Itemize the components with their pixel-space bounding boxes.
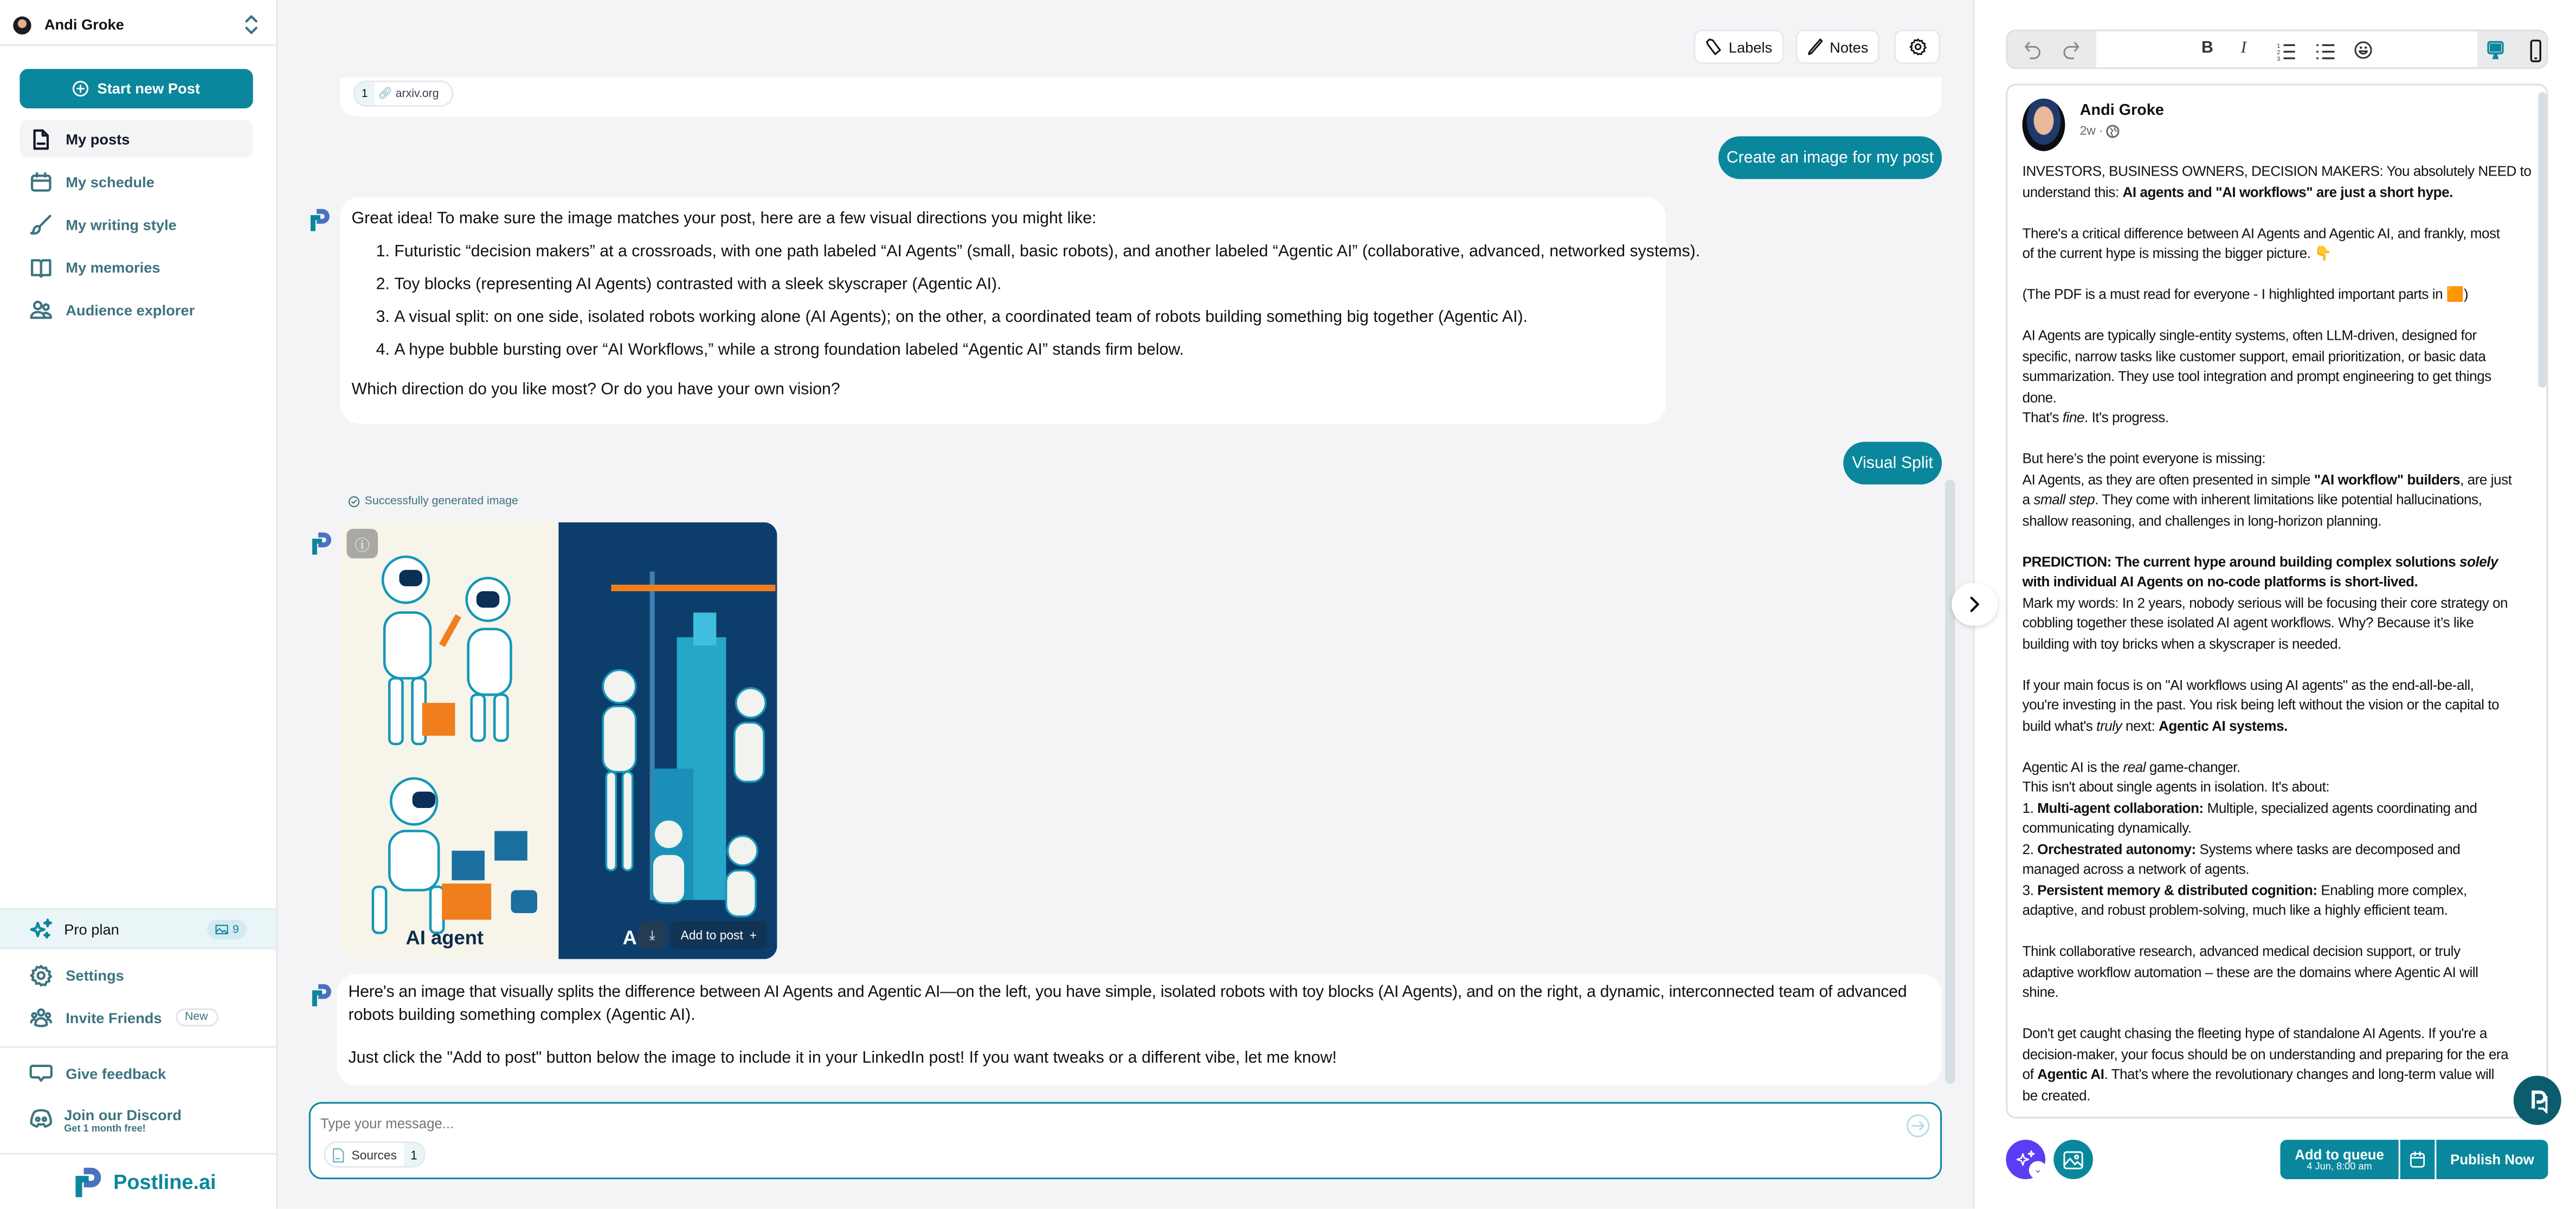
post-text-segment: communicating dynamically. <box>2022 819 2192 836</box>
post-text-segment: Systems where tasks are decomposed and <box>2195 840 2461 857</box>
post-text-segment: shine. <box>2022 984 2059 1000</box>
sparkles-icon <box>30 918 53 941</box>
post-text-segment: small step <box>2033 491 2095 508</box>
post-line <box>2023 408 2532 428</box>
schedule-button[interactable] <box>2400 1140 2435 1179</box>
post-text-segment: Enabling more complex, <box>2317 881 2467 898</box>
assistant-avatar-icon <box>312 984 332 1006</box>
post-text-segment: Persistent memory & distributed cognition: <box>2037 881 2317 898</box>
sources-count: 1 <box>404 1143 424 1166</box>
new-badge: New <box>175 1008 218 1026</box>
sidebar-item-settings[interactable] <box>20 956 253 994</box>
post-text-segment: adaptive workflow automation – these are the domains where Agentic AI will <box>2022 963 2478 980</box>
add-to-post-label: Add to post <box>680 928 743 943</box>
gear-icon <box>30 963 53 986</box>
post-line <box>2023 325 2532 346</box>
sidebar-item-label: My memories <box>66 258 160 275</box>
post-line <box>2023 1085 2532 1105</box>
visual-options-list <box>352 236 1701 367</box>
sidebar-item-label: Give feedback <box>66 1065 166 1082</box>
user-message: Create an image for my post <box>1718 137 1942 179</box>
post-text-segment: Orchestrated autonomy: <box>2037 840 2196 857</box>
post-text-segment: This isn't about single agents in isolation. It's about: <box>2022 778 2330 795</box>
sidebar-item-label: Settings <box>66 966 124 983</box>
labels-label: Labels <box>1728 38 1773 55</box>
redo-icon[interactable] <box>2062 41 2079 61</box>
post-text-segment: with individual AI Agents on no-code platforms is short-lived. <box>2022 573 2418 590</box>
add-image-button[interactable] <box>2053 1140 2093 1179</box>
check-circle-icon <box>348 496 359 507</box>
chevron-down-icon[interactable]: ⌄ <box>2029 1161 2047 1179</box>
generated-image[interactable] <box>340 522 777 959</box>
post-text-segment: you're investing in the past. You risk being left without the vision or the capital to <box>2022 696 2500 713</box>
post-text-segment: That's <box>2022 409 2063 425</box>
sidebar-item-label: My posts <box>66 130 130 147</box>
post-line <box>2023 223 2532 243</box>
post-body[interactable] <box>2023 161 2532 1105</box>
plus-circle-icon <box>73 80 89 96</box>
post-text-segment: AI agents and "AI workflows" are just a short hype. <box>2122 183 2453 200</box>
editor-toolbar <box>2006 30 2548 69</box>
post-line <box>2023 1064 2532 1085</box>
assistant-avatar-icon <box>311 209 330 231</box>
sidebar-item-my-posts[interactable] <box>20 120 253 158</box>
start-new-post-button[interactable] <box>20 69 253 108</box>
publish-now-button[interactable] <box>2436 1140 2548 1179</box>
post-text-segment: solely <box>2459 552 2498 570</box>
image-info-button[interactable]: ⓘ <box>346 529 378 559</box>
user-name: Andi Groke <box>44 16 124 33</box>
message-composer <box>309 1102 1942 1179</box>
post-text-segment: "AI workflow" builders <box>2314 470 2461 487</box>
post-line <box>2023 448 2532 469</box>
svg-text:3: 3 <box>2277 56 2281 61</box>
assistant-avatar-icon <box>312 532 332 555</box>
discord-sublabel: Get 1 month free! <box>64 1124 146 1135</box>
sidebar-item-my-schedule[interactable] <box>20 163 253 201</box>
post-text-segment: Think collaborative research, advanced medical decision support, or truly <box>2022 942 2461 959</box>
post-line <box>2023 161 2532 182</box>
post-text-segment: AI Agents are typically single-entity systems, often LLM-driven, designed for <box>2022 327 2477 344</box>
post-text-segment: adaptive, and robust problem-solving, much like a highly efficient team. <box>2022 901 2448 919</box>
post-line <box>2023 715 2532 736</box>
gear-icon <box>1908 38 1926 56</box>
list-item: 2. Toy blocks (representing AI Agents) contrasted with a sleek skyscraper (Agentic AI). <box>394 269 1654 302</box>
image-icon <box>2063 1150 2083 1168</box>
italic-icon[interactable]: I <box>2240 39 2246 58</box>
post-text-segment: real <box>2123 758 2146 774</box>
robot-illustration <box>340 522 777 959</box>
post-text-segment: cobbling together these isolated AI agent workflows. Why? Because it’s like <box>2022 614 2474 631</box>
blank-line <box>2023 263 2532 284</box>
post-text-segment: Agentic AI is the <box>2022 758 2123 774</box>
post-text-segment: game-changer. <box>2146 758 2240 774</box>
assistant-message <box>340 197 1701 424</box>
author-avatar <box>2023 99 2065 151</box>
image-status <box>348 496 518 507</box>
post-text-segment: There's a critical difference between AI Agents and Agentic AI, and frankly, most <box>2022 224 2500 241</box>
post-line <box>2023 695 2532 715</box>
post-line <box>2023 510 2532 531</box>
queue-date: 4 Jun, 8:00 am <box>2307 1162 2372 1173</box>
post-meta <box>2080 123 2120 138</box>
brand-name: Postline.ai <box>113 1171 216 1194</box>
ordered-list-icon[interactable] <box>2277 41 2295 61</box>
post-line <box>2023 592 2532 613</box>
post-text-segment: PREDICTION: The current hype around building complex solutions <box>2022 552 2459 570</box>
svg-text:2: 2 <box>2277 49 2281 56</box>
post-line <box>2023 551 2532 572</box>
blank-line <box>2023 921 2532 941</box>
post-text-segment: . It's progress. <box>2084 409 2169 425</box>
emoji-icon[interactable] <box>2354 41 2372 59</box>
post-line <box>2023 777 2532 797</box>
divider <box>0 44 276 46</box>
post-line <box>2023 941 2532 962</box>
blank-line <box>2023 305 2532 325</box>
list-item: 3. A visual split: on one side, isolated robots working alone (AI Agents); on the other, a coordinated team of robots building something big together (Agentic AI). <box>394 302 1654 335</box>
post-line <box>2023 982 2532 1003</box>
sidebar-item-label: My writing style <box>66 216 177 232</box>
sidebar-item-writing-style[interactable] <box>20 205 253 243</box>
post-line <box>2023 1044 2532 1064</box>
bullet-list-icon[interactable] <box>2316 41 2334 61</box>
sidebar-item-my-memories[interactable] <box>20 248 253 286</box>
post-text-segment: be created. <box>2022 1086 2091 1103</box>
chat-support-button[interactable] <box>2514 1076 2561 1125</box>
post-text-segment: INVESTORS, BUSINESS OWNERS, DECISION MAKERS: You absolutely NEED to <box>2022 163 2532 179</box>
assistant-text: Just click the "Add to post" button below the image to include it in your LinkedIn post! If you want tweaks or a different vibe, let me know! <box>348 1049 1337 1068</box>
pro-plan-row[interactable] <box>0 908 276 949</box>
post-text-segment: 3. <box>2022 881 2038 898</box>
post-age: 2w · <box>2079 123 2103 138</box>
sources-label: Sources <box>351 1147 397 1162</box>
post-text-segment: of <box>2022 1065 2038 1083</box>
post-text-segment: fine <box>2062 409 2085 425</box>
post-line <box>2023 900 2532 921</box>
post-text-segment: 2. <box>2022 840 2038 857</box>
document-icon <box>30 127 53 150</box>
history-group <box>2007 31 2096 69</box>
list-item: 1. Futuristic “decision makers” at a crossroads, with one path labeled “AI Agents” (small, basic robots), and another labeled “Agentic AI” (collaborative, advanced, networked systems). <box>394 236 1654 269</box>
sidebar <box>0 0 278 1209</box>
notes-button[interactable] <box>1795 30 1879 64</box>
post-text-segment: Agentic AI <box>2037 1065 2104 1083</box>
calendar-icon <box>2410 1151 2425 1167</box>
post-text-segment: AI Agents, as they are often presented in simple <box>2022 470 2314 487</box>
discord-label: Join our Discord <box>64 1107 182 1123</box>
post-line <box>2023 1023 2532 1044</box>
pro-plan-label: Pro plan <box>64 921 119 938</box>
collapse-panel-button[interactable] <box>1952 583 1998 626</box>
post-text-segment: Multi-agent collaboration: <box>2037 799 2204 816</box>
blank-line <box>2023 202 2532 223</box>
post-line <box>2023 182 2532 202</box>
chevron-right-icon <box>1968 596 1981 612</box>
sidebar-item-label: My schedule <box>66 173 154 190</box>
post-line <box>2023 489 2532 510</box>
desktop-icon[interactable] <box>2487 41 2503 61</box>
chat-scrollbar[interactable] <box>1945 480 1955 1084</box>
avatar <box>13 16 31 34</box>
post-text-segment: , are just <box>2460 470 2512 487</box>
mobile-icon[interactable] <box>2530 40 2541 62</box>
give-feedback-link[interactable] <box>20 1055 253 1092</box>
assistant-outro: Which direction do you like most? Or do you have your own vision? <box>351 381 840 399</box>
sidebar-item-label: Audience explorer <box>66 301 195 318</box>
add-to-queue-label: Add to queue <box>2295 1146 2384 1163</box>
users-icon <box>30 298 53 321</box>
post-text-segment: managed across a network of agents. <box>2022 861 2250 877</box>
image-icon <box>215 924 228 934</box>
postline-logo-icon <box>75 1168 101 1198</box>
post-text-segment: (The PDF is a must read for everyone - I highlighted important parts in 🟧) <box>2022 286 2469 302</box>
book-icon <box>30 255 53 278</box>
post-line <box>2023 797 2532 818</box>
assistant-text: robots building something complex (Agentic AI). <box>348 1006 695 1025</box>
post-line <box>2023 838 2532 859</box>
post-text-segment: Mark my words: In 2 years, nobody serious will be focusing their core strategy on <box>2022 593 2508 610</box>
post-text-segment: shallow reasoning, and challenges in long-horizon planning. <box>2022 512 2382 528</box>
post-text-segment: summarization. They use tool integration and prompt engineering to get things <box>2022 367 2491 385</box>
assistant-text: Here's an image that visually splits the difference between AI Agents and Agentic AI—on the left, you have simple, isolated robots with toy blocks (AI Agents), and on the right, a dynamic, interconnected team of advanced <box>348 984 1907 1002</box>
bold-icon[interactable]: B <box>2201 39 2213 58</box>
labels-button[interactable] <box>1694 30 1785 64</box>
post-line <box>2023 387 2532 408</box>
post-line <box>2023 366 2532 387</box>
svg-text:1: 1 <box>2277 42 2281 49</box>
post-line <box>2023 633 2532 654</box>
calendar-icon <box>30 170 53 193</box>
post-text-segment: Don't get caught chasing the fleeting hype of standalone AI Agents. If you're a <box>2022 1025 2487 1042</box>
post-line <box>2023 961 2532 982</box>
image-left-caption: AI agent <box>405 926 484 949</box>
users-group-icon <box>30 1006 53 1029</box>
post-text-segment: a <box>2022 491 2034 508</box>
blank-line <box>2023 654 2532 674</box>
post-text-segment: Multiple, specialized agents coordinating and <box>2203 799 2477 816</box>
post-line <box>2023 572 2532 592</box>
tag-icon <box>1705 38 1722 56</box>
pencil-icon <box>1807 38 1823 56</box>
post-text-segment: of the current hype is missing the bigger picture. 👇 <box>2022 244 2332 261</box>
sidebar-item-label: Invite Friends <box>66 1009 162 1026</box>
post-text-segment: But here’s the point everyone is missing: <box>2022 450 2266 467</box>
image-right-caption: A <box>622 926 637 949</box>
globe-icon <box>2107 124 2120 137</box>
post-text-segment: understand this: <box>2022 183 2123 200</box>
publish-now-label: Publish Now <box>2450 1151 2534 1168</box>
post-text-segment: specific, narrow tasks like customer support, email prioritization, or basic data <box>2022 347 2486 364</box>
image-credits-badge <box>207 920 247 939</box>
list-item: 4. A hype bubble bursting over “AI Workflows,” while a strong foundation labeled “Agentic AI” stands firm below. <box>394 335 1654 368</box>
brush-icon <box>30 212 53 235</box>
post-text-segment: 1. <box>2022 799 2038 816</box>
post-line <box>2023 612 2532 633</box>
post-text-segment: truly <box>2096 716 2122 734</box>
post-text-segment: If your main focus is on "AI workflows using AI agents" as the end-all-be-all, <box>2022 676 2474 693</box>
chat-bubble-icon <box>30 1062 53 1084</box>
source-number: 1 <box>355 82 375 105</box>
assistant-message <box>337 974 1942 1085</box>
image-credits-count: 9 <box>232 923 239 935</box>
post-text-segment: decision-maker, your focus should be on understanding and preparing for the era <box>2022 1045 2509 1062</box>
post-text-segment: build what's <box>2022 716 2097 734</box>
add-to-post-button[interactable] <box>670 921 767 949</box>
blank-line <box>2023 1003 2532 1023</box>
ai-assist-button[interactable] <box>2006 1140 2045 1179</box>
add-to-queue-button[interactable] <box>2280 1140 2398 1179</box>
post-line <box>2023 346 2532 366</box>
plus-icon: + <box>749 928 757 943</box>
download-image-button[interactable]: ⤓ <box>637 921 667 949</box>
post-text-segment: . That’s where the revolutionary changes and long-term value will <box>2104 1065 2495 1083</box>
assistant-intro: Great idea! To make sure the image matches your post, here are a few visual directions you might like: <box>351 210 1097 229</box>
blank-line <box>2023 428 2532 448</box>
post-line <box>2023 284 2532 305</box>
document-icon <box>332 1147 345 1162</box>
preview-scrollbar[interactable] <box>2538 92 2546 388</box>
message-input[interactable] <box>320 1112 1799 1135</box>
start-new-post-label: Start new Post <box>97 80 200 97</box>
discord-icon <box>30 1109 53 1128</box>
author-name: Andi Groke <box>2079 101 2164 120</box>
join-discord-link[interactable] <box>30 1104 253 1140</box>
post-text-segment: . They come with inherent limitations like potential hallucinations, <box>2095 491 2482 508</box>
post-line <box>2023 243 2532 264</box>
post-line <box>2023 757 2532 777</box>
post-line <box>2023 859 2532 880</box>
post-text-segment: building with toy bricks when a skyscraper is needed. <box>2022 635 2341 651</box>
divider <box>0 1046 276 1048</box>
post-text-segment: done. <box>2022 388 2057 405</box>
post-line <box>2023 674 2532 695</box>
chevron-up-down-icon <box>245 15 258 34</box>
chat-settings-button[interactable] <box>1894 30 1940 64</box>
sidebar-item-audience-explorer[interactable] <box>20 290 253 328</box>
post-line <box>2023 880 2532 900</box>
account-switcher[interactable] <box>0 0 276 46</box>
source-domain: arxiv.org <box>395 88 439 100</box>
post-text-segment: next: <box>2122 716 2159 734</box>
blank-line <box>2023 531 2532 551</box>
image-status-text: Successfully generated image <box>364 496 518 508</box>
undo-icon[interactable] <box>2024 41 2042 61</box>
source-chip[interactable] <box>353 80 454 106</box>
user-message: Visual Split <box>1843 442 1942 484</box>
sources-button[interactable] <box>324 1141 426 1167</box>
blank-line <box>2023 736 2532 757</box>
notes-label: Notes <box>1830 38 1869 55</box>
previous-message-card <box>340 77 1942 117</box>
sidebar-item-invite-friends[interactable] <box>20 999 253 1037</box>
post-line <box>2023 469 2532 489</box>
postline-logo <box>75 1168 216 1198</box>
divider <box>0 1153 276 1154</box>
post-text-segment: Agentic AI systems. <box>2159 716 2288 734</box>
post-line <box>2023 818 2532 838</box>
support-chat-icon <box>2526 1088 2549 1113</box>
send-icon[interactable] <box>1905 1114 1930 1138</box>
link-icon: 🔗︎ <box>377 88 392 100</box>
